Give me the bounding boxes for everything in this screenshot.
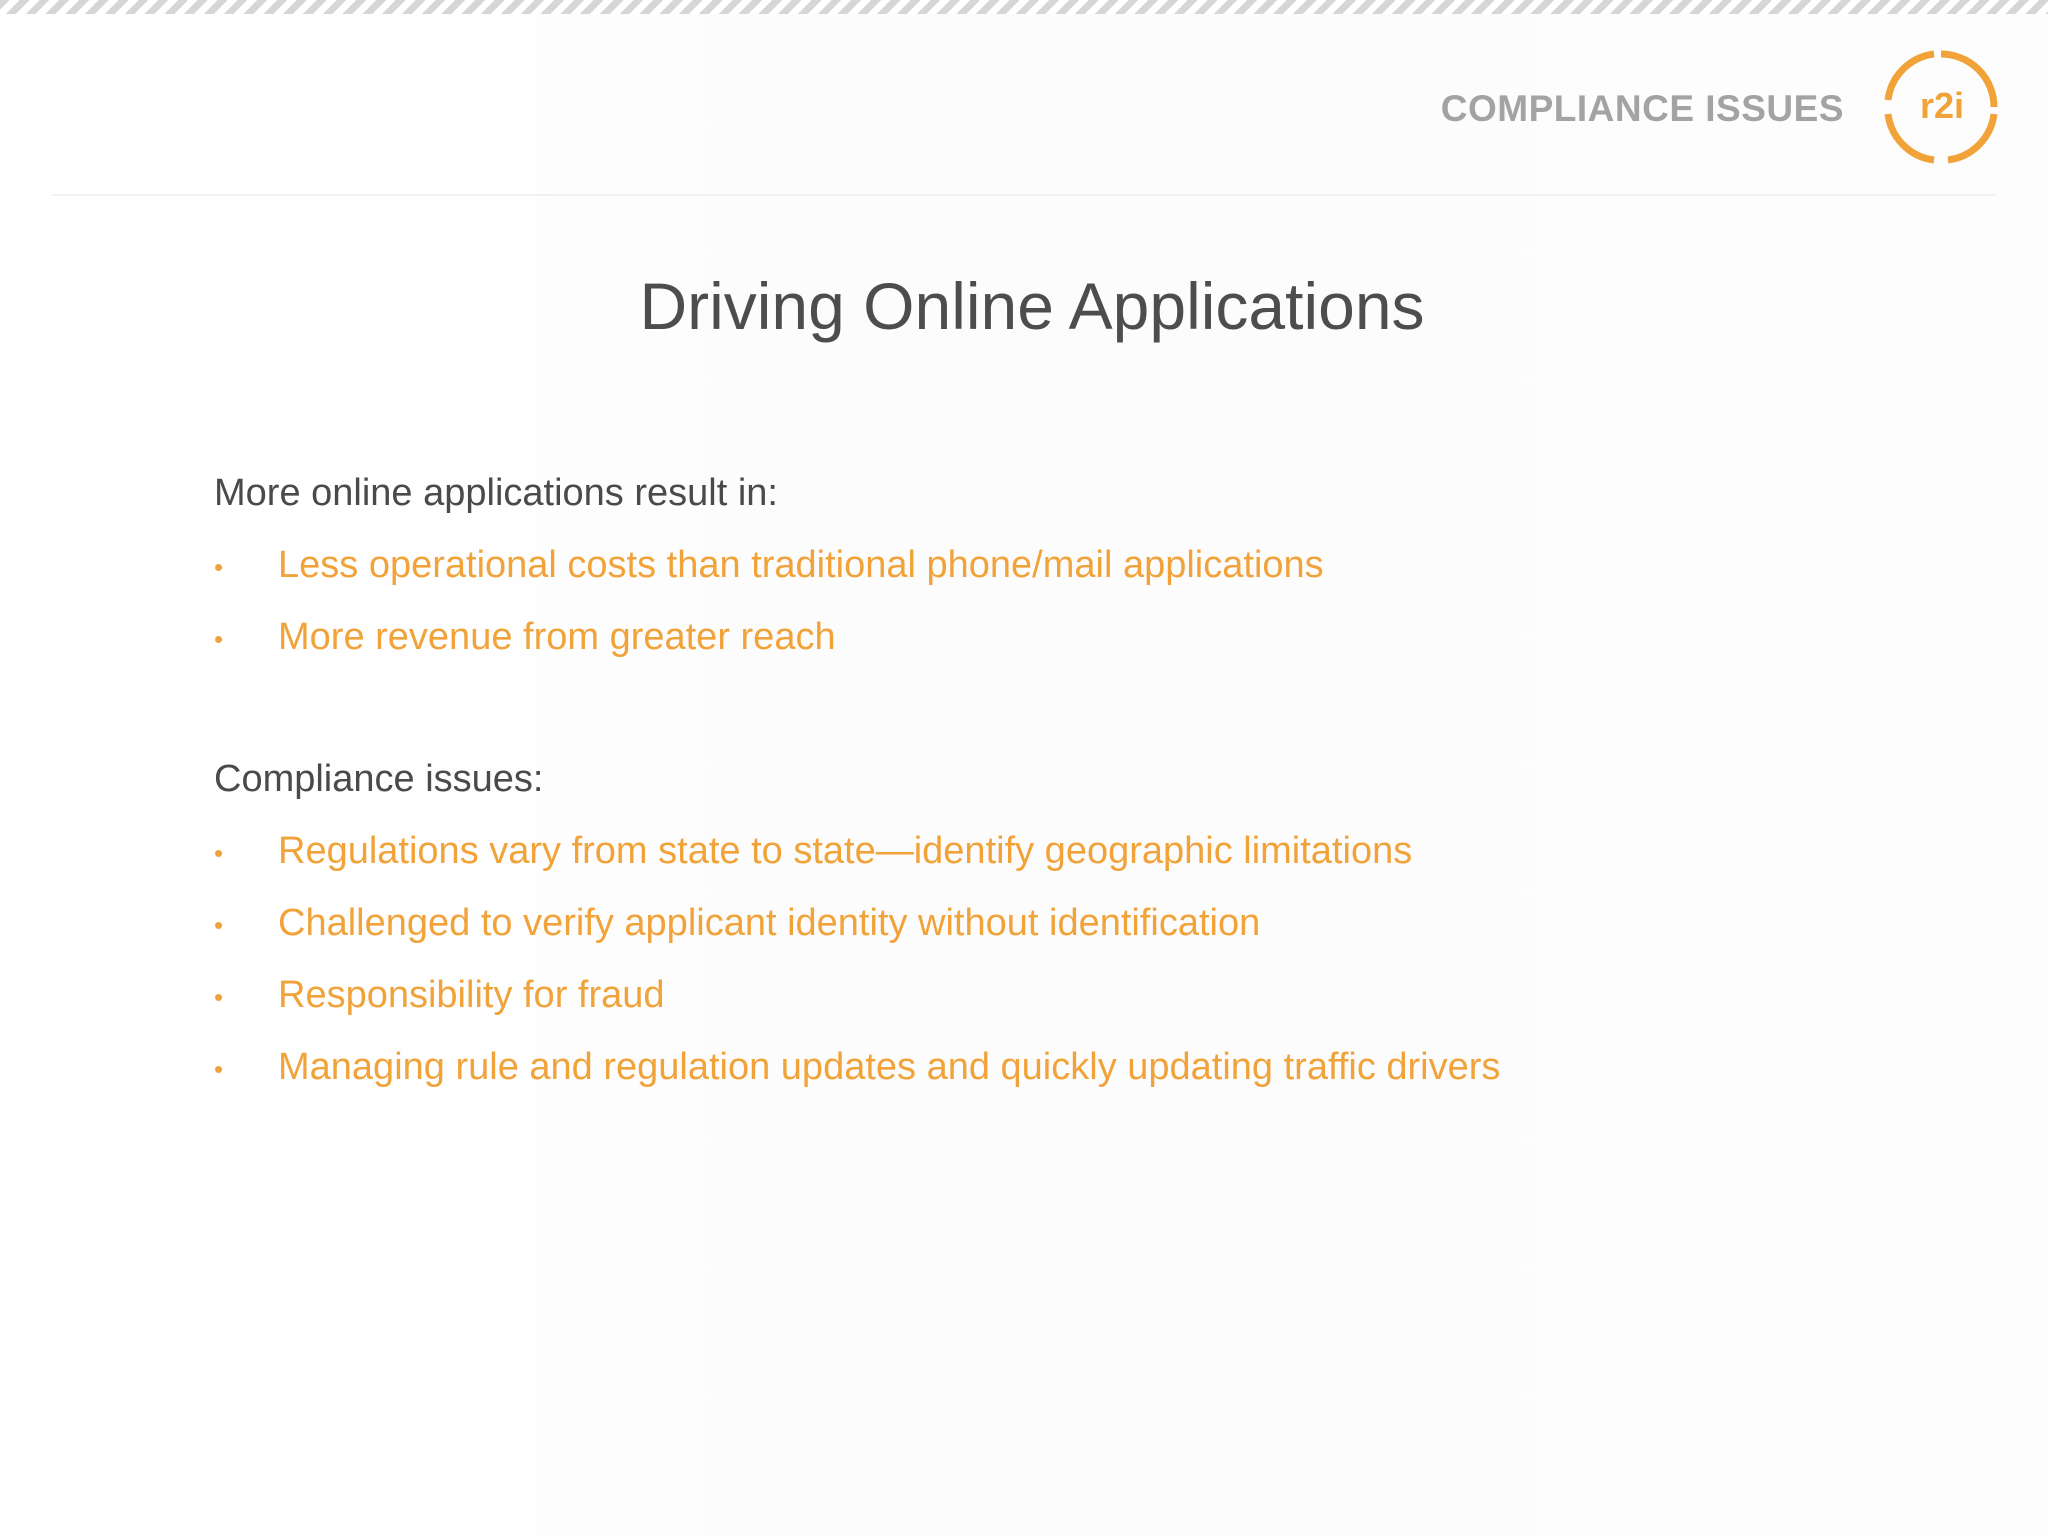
bullet-item xyxy=(214,896,1914,968)
bullet-dot-icon: • xyxy=(214,624,224,654)
bullet-item xyxy=(214,824,1914,896)
bullet-item xyxy=(214,538,1914,610)
r2i-logo xyxy=(1882,48,2000,166)
bullet-item xyxy=(214,968,1914,1040)
top-stripe-bar xyxy=(0,0,2048,14)
bullet-text: Regulations vary from state to state—identify geographic limitations xyxy=(278,830,1413,872)
group-2-bullet-list xyxy=(214,824,1914,1112)
bullet-text: More revenue from greater reach xyxy=(278,616,836,658)
group-1-lead: More online applications result in: xyxy=(214,472,778,514)
slide-title: Driving Online Applications xyxy=(639,269,1425,343)
group-spacer xyxy=(214,682,1914,752)
bullet-text: Challenged to verify applicant identity without identification xyxy=(278,902,1261,944)
section-label: COMPLIANCE ISSUES xyxy=(1440,88,1844,129)
bullet-text: Responsibility for fraud xyxy=(278,974,665,1016)
header-divider xyxy=(52,194,1996,196)
bullet-text: Less operational costs than traditional phone/mail applications xyxy=(278,544,1324,586)
bullet-text: Managing rule and regulation updates and quickly updating traffic drivers xyxy=(278,1046,1501,1088)
bullet-dot-icon: • xyxy=(214,910,224,940)
slide-content xyxy=(214,466,1914,1112)
bullet-dot-icon: • xyxy=(214,552,224,582)
bullet-dot-icon: • xyxy=(214,838,224,868)
bullet-dot-icon: • xyxy=(214,982,224,1012)
group-2-lead: Compliance issues: xyxy=(214,758,544,800)
bullet-item xyxy=(214,1040,1914,1112)
bullet-dot-icon: • xyxy=(214,1054,224,1084)
logo-text: r2i xyxy=(1919,85,1965,126)
group-1-bullet-list xyxy=(214,538,1914,682)
bullet-item xyxy=(214,610,1914,682)
